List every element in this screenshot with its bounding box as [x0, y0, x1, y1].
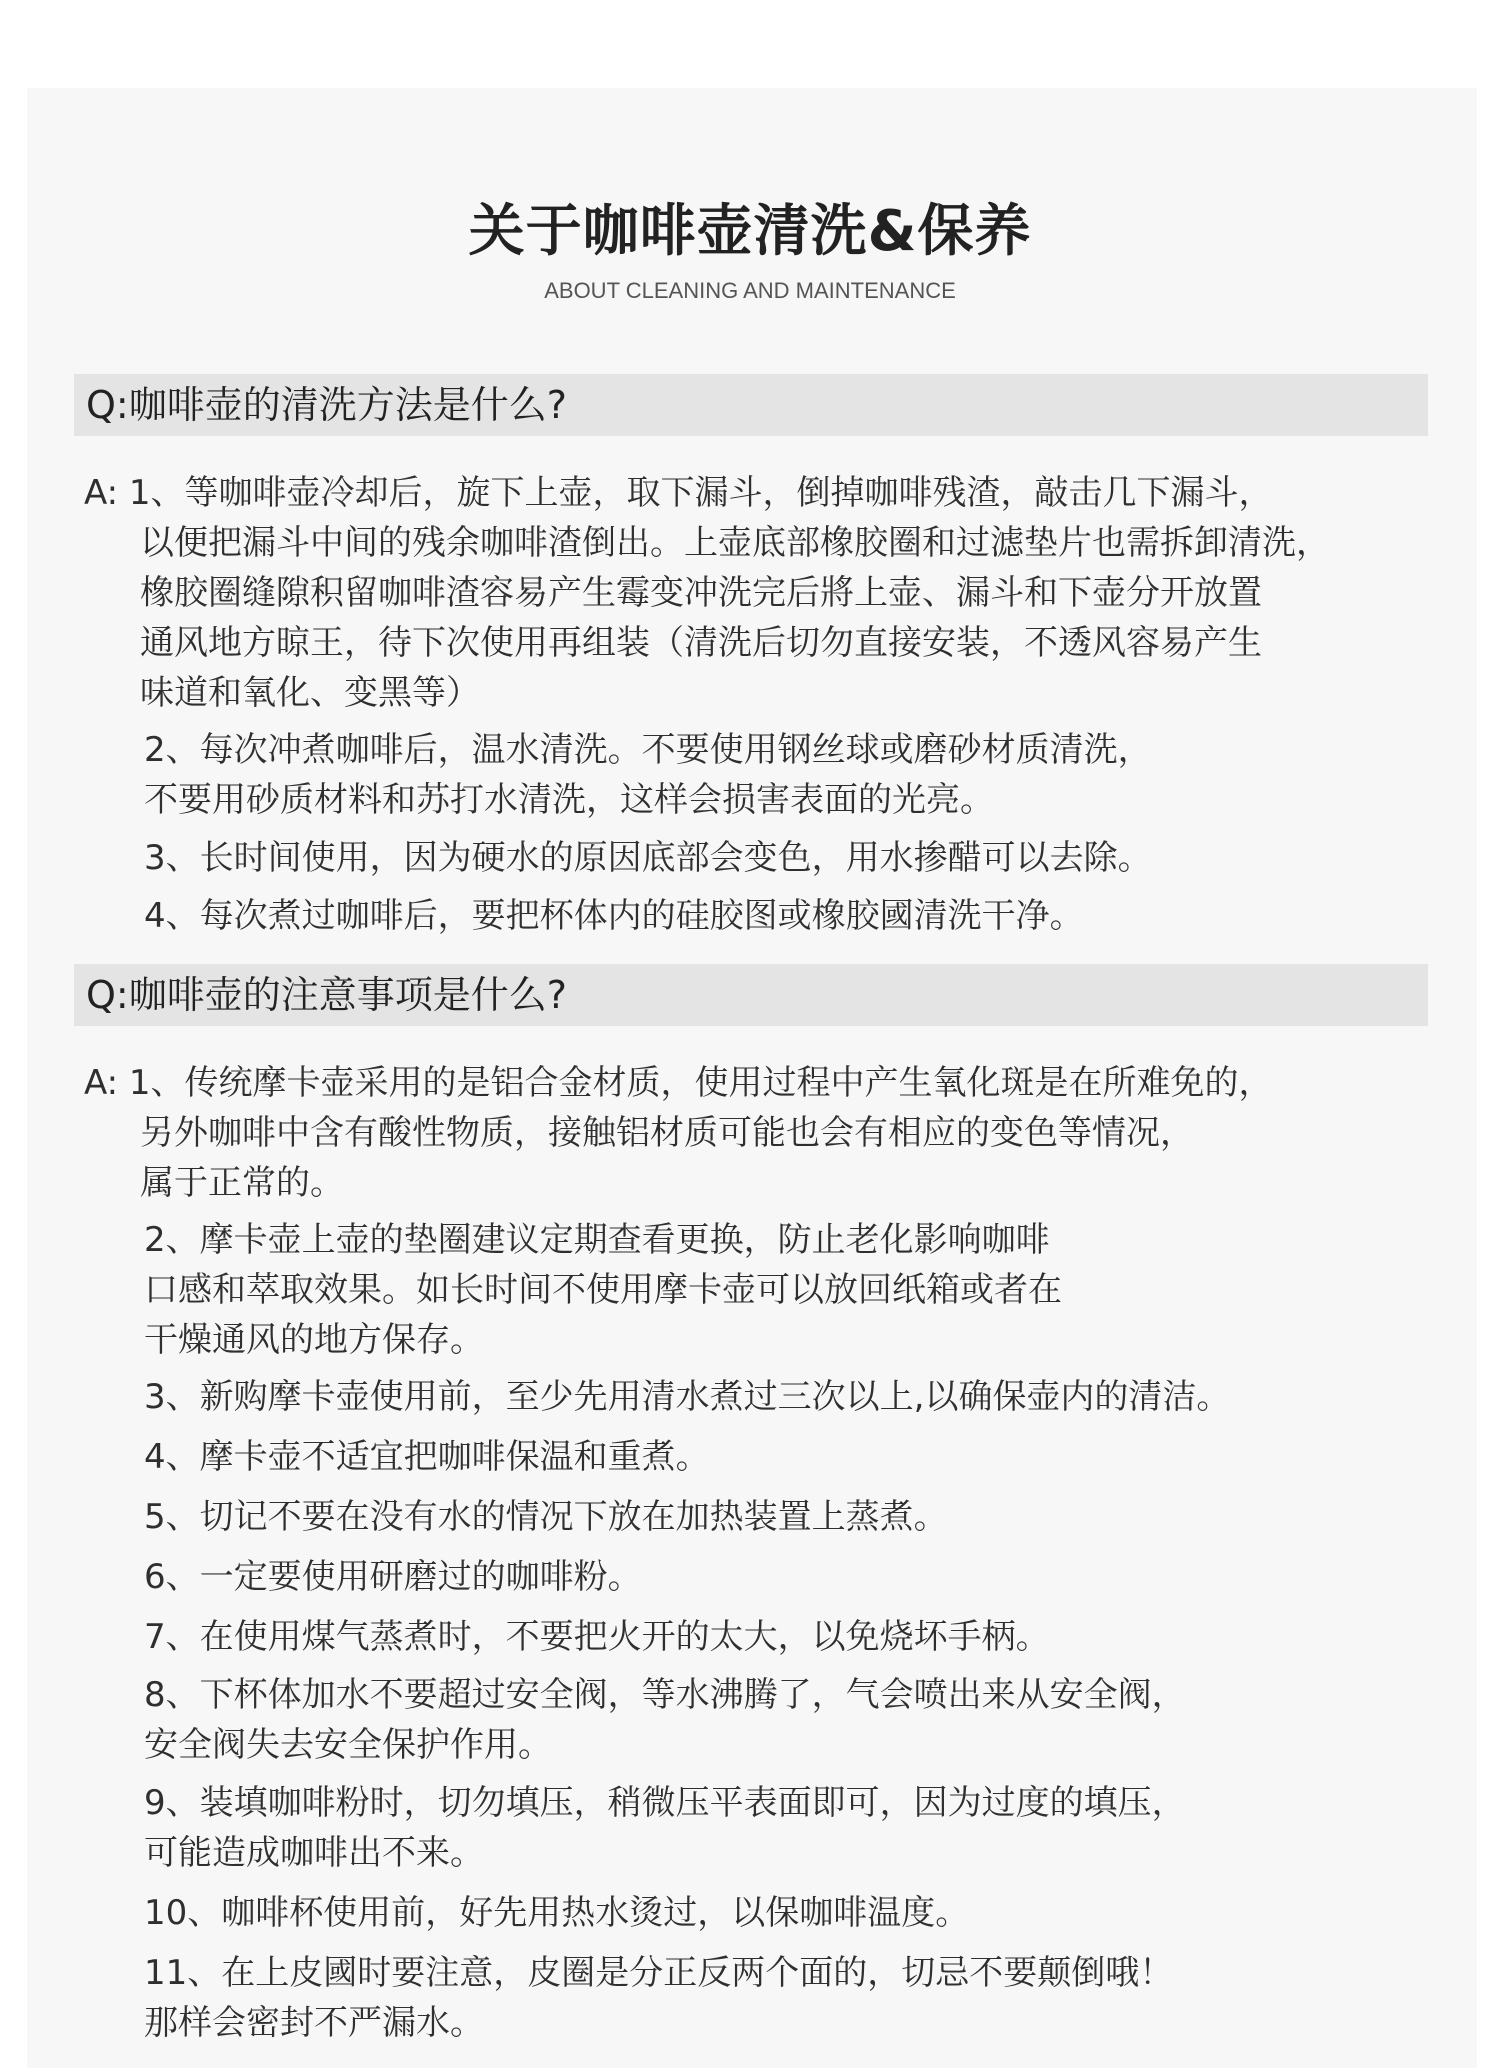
- answer-line: 4、摩卡壶不适宜把咖啡保温和重煮。: [144, 1437, 710, 1477]
- answer-line: 7、在使用煤气蒸煮时，不要把火开的太大，以免烧坏手柄。: [144, 1617, 1050, 1657]
- answer-line: 2、摩卡壶上壶的垫圈建议定期查看更换，防止老化影响咖啡: [144, 1220, 1050, 1260]
- answer-line: 安全阀失去安全保护作用。: [144, 1725, 552, 1765]
- question-cleaning: Q:咖啡壶的清洗方法是什么?: [86, 383, 567, 427]
- answer-line: 不要用砂质材料和苏打水清洗，这样会损害表面的光亮。: [144, 780, 994, 820]
- answer-line: 橡胶圈缝隙积留咖啡渣容易产生霉变冲洗完后將上壶、漏斗和下壶分开放置: [140, 573, 1262, 613]
- answer-line: 那样会密封不严漏水。: [144, 2003, 484, 2043]
- answer-line: 11、在上皮國时要注意，皮圈是分正反两个面的，切忌不要颠倒哦！: [144, 1953, 1174, 1993]
- answer-line: 口感和萃取效果。如长时间不使用摩卡壶可以放回纸箱或者在: [144, 1270, 1062, 1310]
- question-bar-precautions: [74, 964, 1428, 1026]
- answer-line: 9、装填咖啡粉时，切勿填压，稍微压平表面即可，因为过度的填压，: [144, 1783, 1186, 1823]
- answer-line: A: 1、等咖啡壶冷却后，旋下上壶，取下漏斗，倒掉咖啡残渣，敲击几下漏斗，: [84, 473, 1273, 513]
- answer-line: 通风地方晾王，待下次使用再组装（清洗后切勿直接安装，不透风容易产生: [140, 623, 1262, 663]
- answer-line: 可能造成咖啡出不来。: [144, 1833, 484, 1873]
- answer-line: 3、长时间使用，因为硬水的原因底部会变色，用水掺醋可以去除。: [144, 838, 1152, 878]
- question-bar-cleaning: [74, 374, 1428, 436]
- answer-line: 另外咖啡中含有酸性物质，接触铝材质可能也会有相应的变色等情况，: [140, 1113, 1194, 1153]
- page-subtitle: ABOUT CLEANING AND MAINTENANCE: [544, 278, 956, 303]
- question-precautions: Q:咖啡壶的注意事项是什么?: [86, 973, 567, 1017]
- answer-line: 4、每次煮过咖啡后，要把杯体内的硅胶图或橡胶國清洗干净。: [144, 896, 1084, 936]
- answer-line: 3、新购摩卡壶使用前，至少先用清水煮过三次以上,以确保壶内的清洁。: [144, 1377, 1231, 1417]
- answer-line: 6、一定要使用研磨过的咖啡粉。: [144, 1557, 642, 1597]
- page-title: 关于咖啡壶清洗&保养: [468, 199, 1032, 264]
- answer-line: 5、切记不要在没有水的情况下放在加热装置上蒸煮。: [144, 1497, 948, 1537]
- answer-line: 干燥通风的地方保存。: [144, 1320, 484, 1360]
- answer-line: 10、咖啡杯使用前，好先用热水烫过，以保咖啡温度。: [144, 1893, 970, 1933]
- answer-line: 2、每次冲煮咖啡后，温水清洗。不要使用钢丝球或磨砂材质清洗，: [144, 730, 1152, 770]
- answer-line: 味道和氧化、变黑等）: [140, 673, 480, 713]
- answer-line: 8、下杯体加水不要超过安全阀，等水沸腾了，气会喷出来从安全阀，: [144, 1675, 1186, 1715]
- answer-line: A: 1、传统摩卡壶采用的是铝合金材质，使用过程中产生氧化斑是在所难免的，: [84, 1063, 1273, 1103]
- answer-line: 属于正常的。: [140, 1163, 344, 1203]
- answer-line: 以便把漏斗中间的残余咖啡渣倒出。上壶底部橡胶圈和过滤垫片也需拆卸清洗，: [140, 523, 1330, 563]
